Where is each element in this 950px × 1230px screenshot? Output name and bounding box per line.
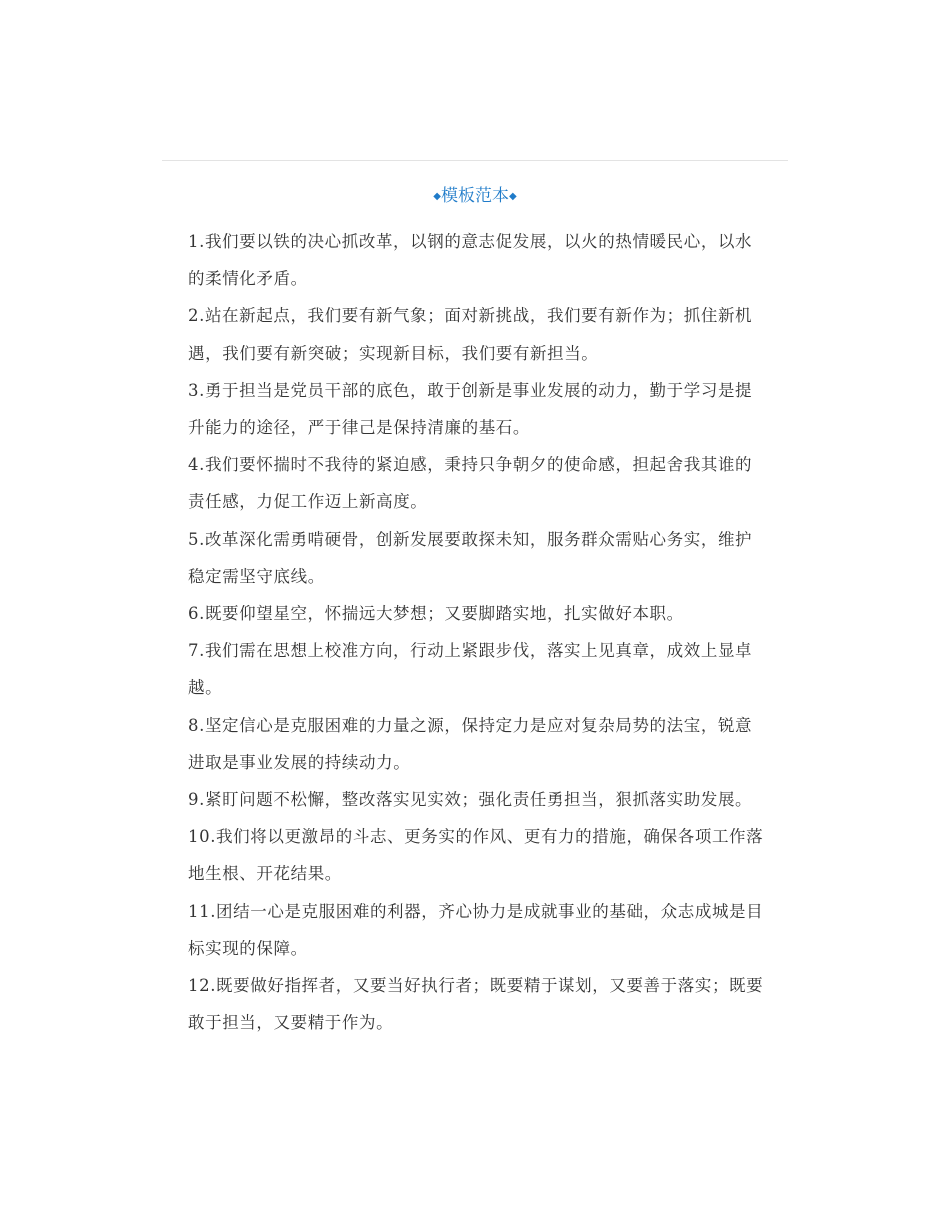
list-item: 12.既要做好指挥者，又要当好执行者；既要精于谋划，又要善于落实；既要敢于担当，又要精于作为。 xyxy=(188,976,764,1033)
section-title: 模板范本 xyxy=(441,186,509,206)
section-header xyxy=(162,183,788,210)
list-item: 1.我们要以铁的决心抓改革，以钢的意志促发展，以火的热情暖民心，以水的柔情化矛盾。 xyxy=(188,232,753,289)
list-item: 6.既要仰望星空，怀揣远大梦想；又要脚踏实地，扎实做好本职。 xyxy=(188,604,684,624)
item-list xyxy=(188,223,766,1041)
list-item: 7.我们需在思想上校准方向，行动上紧跟步伐，落实上见真章，成效上显卓越。 xyxy=(188,641,753,698)
list-item: 8.坚定信心是克服困难的力量之源，保持定力是应对复杂局势的法宝，锐意进取是事业发展的持续动力。 xyxy=(188,715,753,772)
list-item: 4.我们要怀揣时不我待的紧迫感，秉持只争朝夕的使命感，担起舍我其谁的责任感，力促工作迈上新高度。 xyxy=(188,455,753,512)
list-item: 3.勇于担当是党员干部的底色，敢于创新是事业发展的动力，勤于学习是提升能力的途径，严于律己是保持清廉的基石。 xyxy=(188,380,753,438)
top-divider xyxy=(162,160,788,161)
list-item: 10.我们将以更激昂的斗志、更务实的作风、更有力的措施，确保各项工作落地生根、开花结果。 xyxy=(188,827,764,884)
list-item: 2.站在新起点，我们要有新气象；面对新挑战，我们要有新作为；抓住新机遇，我们要有新突破；实现新目标，我们要有新担当。 xyxy=(188,306,753,363)
diamond-right-icon: ◆ xyxy=(509,191,517,202)
list-item: 9.紧盯问题不松懈，整改落实见实效；强化责任勇担当，狠抓落实助发展。 xyxy=(188,790,753,810)
list-item: 11.团结一心是克服困难的利器，齐心协力是成就事业的基础，众志成城是目标实现的保障。 xyxy=(188,901,764,958)
diamond-left-icon: ◆ xyxy=(433,191,441,202)
list-item: 5.改革深化需勇啃硬骨，创新发展要敢探未知，服务群众需贴心务实，维护稳定需坚守底线。 xyxy=(188,529,753,586)
